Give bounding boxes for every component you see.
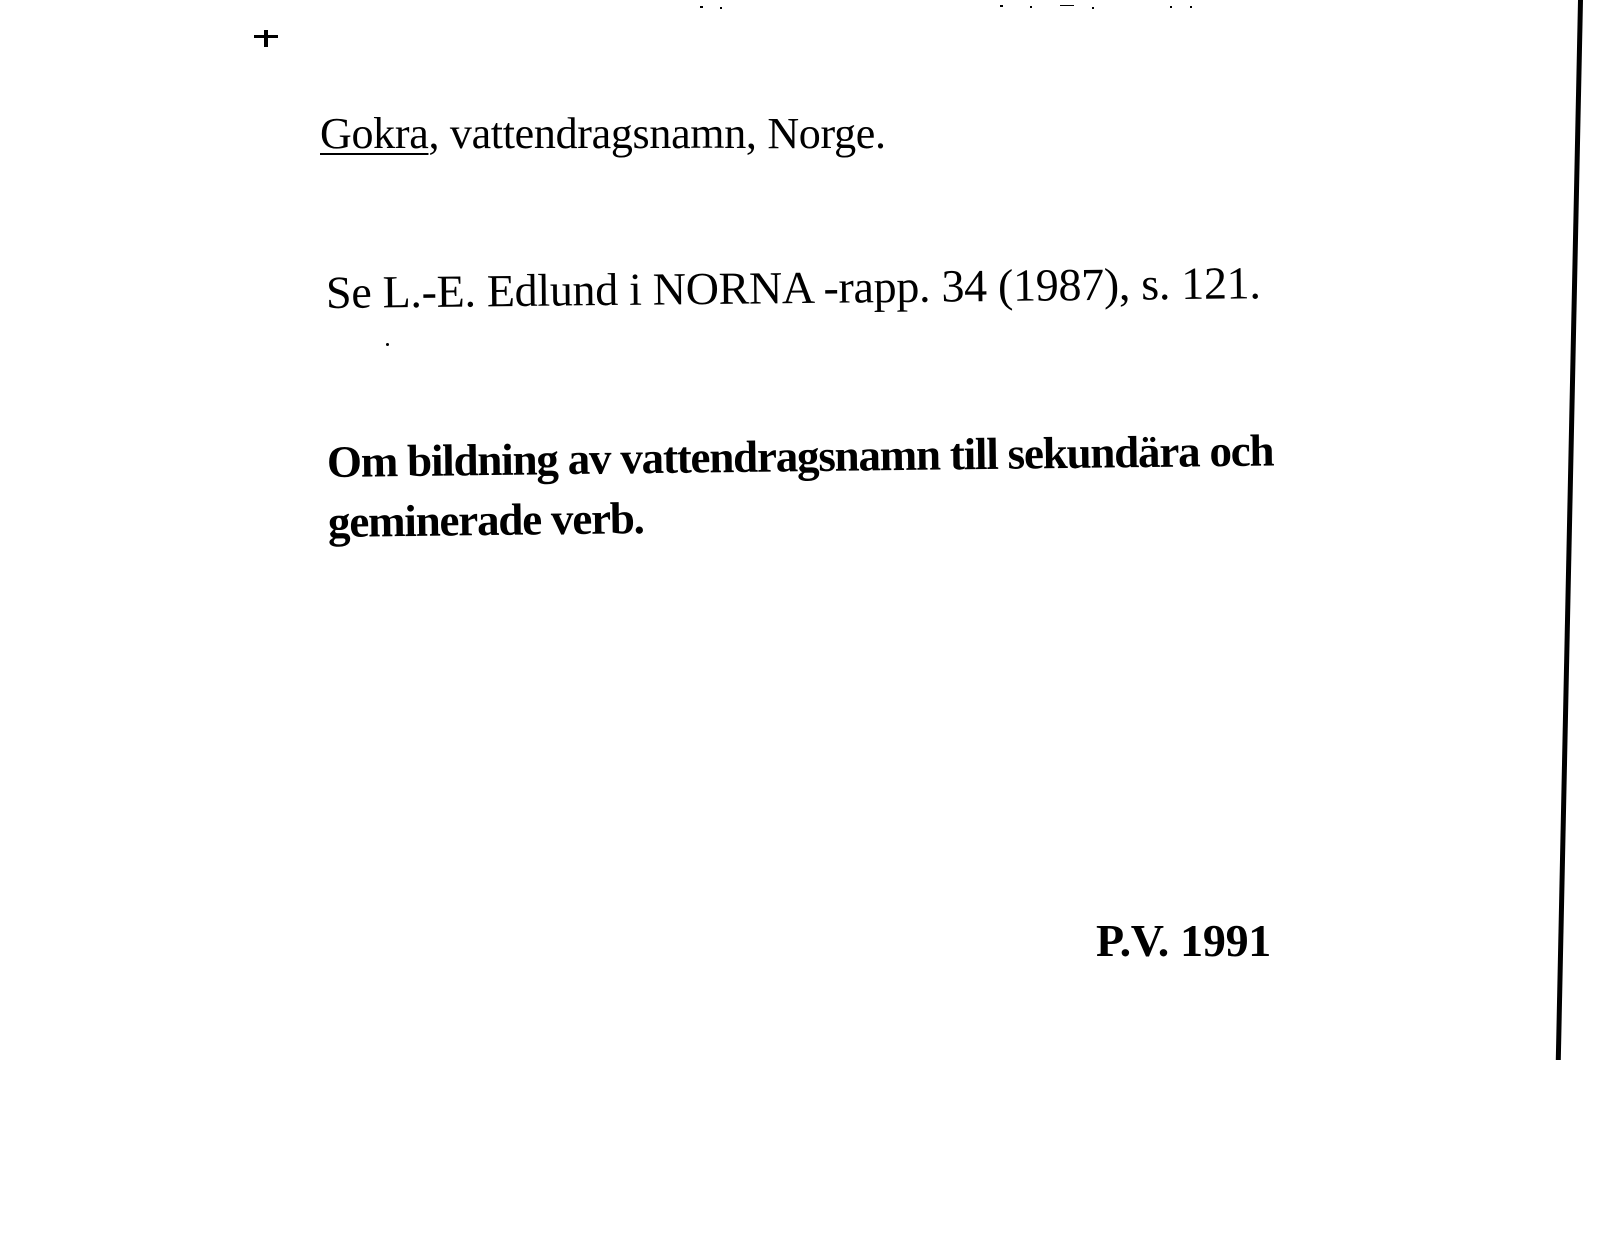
- signature: P.V. 1991: [1096, 915, 1271, 966]
- scan-noise-marks: [700, 4, 1220, 10]
- stray-ink-dot: [386, 343, 389, 346]
- crosshair-icon: [254, 28, 278, 48]
- note-text-line-1: Om bildning av vattendragsnamn till sekundära och: [326, 425, 1274, 487]
- entry-description: , vattendragsnamn, Norge.: [428, 109, 886, 158]
- entry-heading: [320, 109, 886, 158]
- entry-name: Gokra: [320, 109, 429, 158]
- reference-text: Se L.-E. Edlund i NORNA -rapp. 34 (1987), s. 121.: [325, 257, 1261, 318]
- right-edge-rule: [1556, 0, 1583, 1060]
- note-text-line-2: geminerade verb.: [327, 493, 644, 547]
